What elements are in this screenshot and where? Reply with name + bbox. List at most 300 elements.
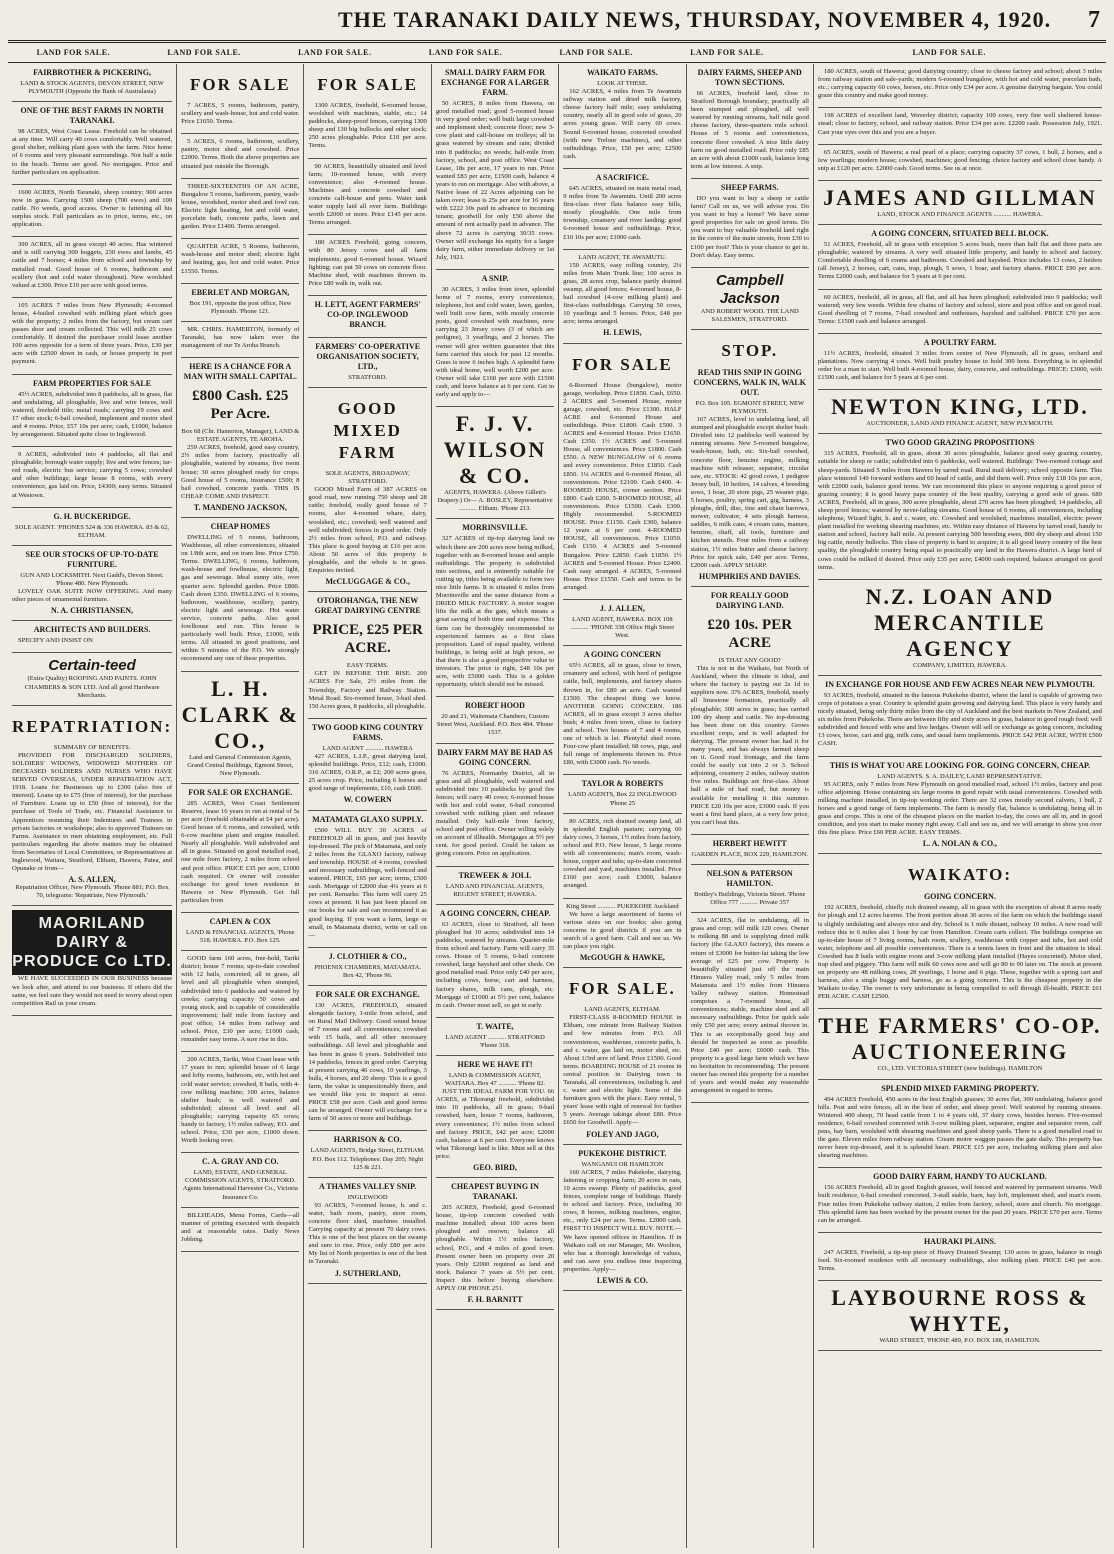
classified-ad	[308, 338, 426, 388]
ad-bighead: STOP.	[721, 340, 779, 360]
ad-body: 247 ACRES, Freehold, a tip-top piece of Heavy Drained Swamp; 130 acres in grass, balance in rough feed. Six-roomed residence with all necessary outbuildings, also milking plant. PRICE £40 per acre. Terms.	[817, 1248, 1102, 1272]
classified-ad	[818, 676, 1102, 757]
ad-body: FIRST-CLASS 8-ROOMED HOUSE in Eltham, one minute from Railway Station and few minutes from P.O. All conveniences, washhouse, concrete paths, h. and c. water, gas laid on, motor shed, etc. About 1/3rd acre of land. Price £1500. Good terms. BOARDING HOUSE of 21 rooms in central position in Dairying town in Taranaki, all conveniences, including h. and c. water and electric light. Some of the furniture goes with the place. Easy rental, 5 years' lease with right of renewal for further 5 years. Average takings about £80. Price £650 for Goodwill. Apply—	[563, 1014, 682, 1127]
classified-ad	[818, 757, 1102, 855]
ad-body: QUARTER ACRE, 5 Rooms, bathroom, wash-house and motor shed; electric light and heating, gas, hot and cold water. Price £1550. Terms.	[181, 243, 300, 275]
ad-sig: GEO. BIRD,	[473, 1163, 517, 1172]
classified-ad	[12, 906, 172, 1015]
ad-body: 63 ACRES, close to Stratford, all been ploughed but 10 acres; subdivided into 14 paddocks, watered by streams. Quarter-mile from school and factory. Farm will carry 35 cows. House of 5 rooms, 6-bail concrete cowshed, large hayshed and other sheds. On good metalled road. Price only £40 per acre, including cows, horse, cart and harness, factory shares, milk cans, plough, etc. Mortgage of £1000 at 5½ per cent, balance in cash. Owner must sell, so get in early.	[435, 920, 555, 1009]
column-1	[8, 64, 177, 1548]
ad-body: 98 ACRES, West Coast Lease. Freehold can be obtained at any time. Will carry 40 cows comfortably. Well watered, good shelter, milking plant goes with the farm. Nice home of 6 rooms and very pleasant surroundings. Not half a mile to the beach. Terms are good. No mortgages. Price and further particulars on application.	[12, 128, 173, 176]
classified-ad	[308, 1178, 426, 1284]
classified-ad	[563, 600, 681, 646]
classified-ad	[308, 159, 426, 236]
classified-ad	[818, 290, 1102, 334]
ad-body: 259 ACRES, freehold, good easy country, 2½ miles from factory, practically all ploughable, watered by streams, five room house; 30 acres ploughed ready for crops. Good house of 5 rooms, insurance £500; 8 bail cowshed, concrete yards. THIS IS CHEAP. COME AND INSPECT.	[181, 444, 300, 500]
classified-ad	[818, 434, 1102, 579]
classified-ad	[563, 64, 681, 169]
ad-body: 45½ ACRES, subdivided into 8 paddocks, all in grass, flat and undulating, all ploughable, live and wire fences, well watered, freehold title; metal roads; carrying 19 cows and 17 other stock; 6-bail cowshed, implement and motor shed and 4 rooms. Price, £57 10s per acre; cash, £1000, balance by arrangement. Situated quite close to Inglewood.	[12, 390, 173, 438]
ad-body: 198 ACRES of excellent land, Waverley district; capacity 100 cows, very fine well sheltered house-stead; close to factory, school, and railway station. Price £34 per acre. £2200 cash. Possession July, 1921. Cast your eyes over this and you are a buyer.	[817, 112, 1102, 136]
ad-head: H. LETT, AGENT FARMERS' CO-OP. INGLEWOOD BRANCH.	[314, 299, 421, 329]
ad-sig: H. LEWIS,	[603, 328, 642, 338]
ad-body: 494 ACRES Freehold, 450 acres in the best English grasses; 30 acres flat, 300 undulating, balance good hills. Post and wire fences, all in the best of order, and sheep proof. Well watered by running streams. Wintered 400 sheep, 70 head cattle from 1 to 4 years old, 37 dairy cows, besides horses. Five-roomed residence, 6-bail cowshed concreted with 3-cow milking plant, separator, engine and separator room, calf pens, hay barn, woolshed with shearing machines and good sheep yards. There is a good metalled road to the gate. Eleven miles from railway station. Cream motor waggon passes the gate daily. This property has never been top-dressed, and it is splendid heart. PRICE £15 per acre, including milking plant and also shearing machines.	[817, 1095, 1102, 1160]
ad-body: DO you want to buy a sheep or cattle farm? Call on us, we will advise you. Do you want to buy a home? We have some good properties for sale on good terms. Do you want to buy valuable freehold land right in the centre of the main streets, from £30 to £100 per foot? This is your chance to get in. Don't delay. Easy terms.	[690, 194, 809, 259]
column-6	[687, 64, 814, 1548]
ad-body: 65½ ACRES, all in grass, close to town, creamery and school, with herd of pedigree cattle, bull, implements, and factory shares thrown in, for £80 an acre. Cash wanted £1500. The cheapest thing we know. ANOTHER GOING CONCERN. 186 ACRES, all in grass except 3 acres shelter bush; 4 miles from town, close to factory and school. Two houses of 7 and 4 rooms, one of which is let. Plentyful shed room. Four-cow plant installed; 68 cows, pigs, and full range of implements thrown in. Price £80, with £3000 cash. No weeds.	[563, 662, 682, 767]
column-2	[177, 64, 304, 1548]
ad-head: SMALL DAIRY FARM FOR EXCHANGE FOR A LARGER FARM.	[440, 68, 550, 97]
ad-body: 180 ACRES Freehold, going concern, with 80 Jersey cows and all farm implements; good 6-roomed house. Wizard lighting; can put 50 cows on concrete floor. Machine shed, with machines thrown in. Price £80 walk in, walk out.	[308, 239, 427, 287]
columns	[8, 64, 1106, 1548]
ad-head: T. WAITE,	[476, 1021, 514, 1031]
classified-ad	[436, 64, 554, 270]
ad-head: HERE WE HAVE IT!	[457, 1059, 533, 1069]
ad-sig: J. SUTHERLAND,	[334, 1268, 401, 1278]
ad-body: 9 ACRES, subdivided into 4 paddocks, all flat and ploughable; borough water supply; live and wire fences; tar-red roads, electric bus service; carrying 5 cows; cowshed and other buildings; large house 8 rooms, with every convenience, gas laid on. Price, £4300; easy terms. Situated at Westown.	[12, 451, 173, 499]
ad-sig: N. A. CHRISTIANSEN,	[51, 606, 134, 616]
ad-price: PRICE, £25 PER ACRE.	[312, 622, 423, 657]
classified-ad	[818, 334, 1102, 390]
ad-head: TREWEEK & JOLL	[458, 870, 532, 880]
section-head: LAND FOR SALE.	[559, 48, 633, 57]
classified-ad	[12, 447, 172, 508]
ad-head: J. CLOTHIER & CO.,	[328, 951, 407, 961]
ad-paid: MAORILAND DAIRY & PRODUCE Co LTD.	[12, 910, 172, 975]
ad-sub: WARD STREET, 'PHONE 489, P.O. BOX 188, HAMILTON.	[879, 1337, 1041, 1345]
ad-sig: LEWIS & CO.	[596, 1275, 648, 1285]
ad-sub: LAND AGENT, HAWERA. BOX 108 ........... 'PHONE 338 Office High Street West.	[570, 615, 674, 640]
ad-body: MR. CHRIS. HAMERTON, formerly of Taranaki, has now taken over the management of our Te Aroha Branch.	[181, 325, 300, 349]
ad-head: MATAMATA GLAXO SUPPLY.	[312, 814, 424, 824]
ad-sub: COMPANY, LIMITED, HAWERA.	[912, 661, 1007, 669]
ad-sub: LOOK AT THESE.	[597, 80, 648, 87]
ad-sub: LAND AGENTS. S. A. DAILEY, LAND REPRESENTATIVE.	[877, 772, 1043, 780]
ad-body: BILLHEADS, Menu Forms, Cards—all manner of printing executed with despatch and at reasonable rates. Daily News Jobbing.	[181, 1211, 300, 1243]
classified-ad	[181, 1052, 299, 1153]
ad-body: 162 ACRES, 4 miles from Te Awamutu railway station and dried milk factory, cheese factory half mile; easy undulating country, nearly all in good sole of grass, 20 acres young grass. Will carry 60 cows. Sound 6-roomed house, concreted cowshed (with new Trelour machines), and other outbuildings. Price, £50 per acre; £2500 cash.	[563, 88, 682, 160]
ad-head: C. A. GRAY AND CO.	[202, 1157, 279, 1167]
ad-body: 645 ACRES, situated on main metal road, 9 miles from Te Awamutu. Until 200 acres first-class river flats balance easy hills, mostly ploughable. One mile from township, creamery and river landing; good 6-roomed house and outbuildings. Price, £10 10s per acre; £1000 cash.	[563, 184, 682, 241]
classified-ad	[563, 250, 681, 344]
classified-ad	[308, 986, 426, 1131]
classified-ad	[181, 358, 299, 518]
ad-body: JUST THE IDEAL FARM FOR YOU. 66 ACRES, at Tikorangi freehold, subdivided into 10 paddocks, all in grass; 9-bail cowshed, barn, house 7 rooms, bathroom, every convenience; 1½ miles from school and factory. PRICE, £42 per acre; £2000 cash, balance at 6 per cent. Everyone knows what Tikorangi land is like. Must sell at this price.	[435, 1088, 555, 1160]
ad-body: 51 ACRES, Freehold, all in grass with exception 5 acres bush, more than half flat and three parts are ploughable; watered by streams. A very well situated little property, and handy to school and factory. Comfortable dwelling of 6 rooms and bathroom. Cowshed and hayshed. Price includes 13 cows, 2 heifers (all Jersey), 2 horses, cart, cans, trap, plough, 5 sows, 1 boar, and factory shares. PRICE £90 per acre. Terms £2000 cash, and balance for 5 years at 6 per cent.	[817, 241, 1102, 281]
ad-head: A POULTRY FARM.	[923, 337, 997, 347]
ad-sub: GARDEN PLACE, BOX 229, HAMILTON.	[691, 850, 808, 858]
classified-ad	[818, 390, 1102, 434]
ad-body: 76 ACRES, Normanby District, all in grass and all ploughable, well watered and subdivided into 10 paddocks by good fire fences; will carry 40 cows; 6-roomed house with hot and cold water, 6-bail concreted cowshed with milking plant and releaser installed. Only half-mile from factory, school and post office. Owner willing solely on account of illhealth. Mortgages at 5½ per cent. for good period. Could be taken as going concern. Price on application.	[435, 769, 555, 858]
section-head: LAND FOR SALE.	[36, 48, 111, 57]
section-head: LAND FOR SALE.	[690, 48, 764, 57]
ad-head: SPLENDID MIXED FARMING PROPERTY.	[881, 1083, 1039, 1093]
ad-head: IN EXCHANGE FOR HOUSE AND FEW ACRES NEAR NEW PLYMOUTH.	[825, 679, 1095, 689]
ad-head: A THAMES VALLEY SNIP.	[319, 1181, 417, 1191]
ad-head: FARMERS' CO-OPERATIVE ORGANISATION SOCIETY, LTD.,	[315, 341, 421, 371]
classified-ad	[436, 697, 554, 743]
ad-body: 30 ACRES, 3 miles from town, splendid home of 7 rooms, every convenience, telephone, hot and cold water, lawn, garden, well built cow farm, with mostly concrete posts, good cowshed with machines, now carrying 23 Jersey cows (3 of which are pedigree), 3 yearlings, and 2 horses. The owner will give written guarantee that this farm carried this stock for past 12 months. Grass is now 6 inches high. A splendid farm with ideal home, well worth £200 per acre. Owner will take £160 per acre with £1500 cash, and leave balance at 6 per cent. Get in early and apply to—	[435, 285, 555, 399]
ad-sub: EASY TERMS.	[346, 662, 389, 670]
ad-head: READ THIS SNIP IN GOING CONCERNS, WALK IN, WALK OUT.	[693, 367, 806, 397]
ad-sub: LAND AGENTS, Bridge Street, ELTHAM. P.O. Box 112. Telephones: Day 205; Night 125 & 221.	[310, 1147, 425, 1171]
ad-boldlogo: F. J. V. WILSON & CO.	[443, 411, 547, 489]
section-heads	[8, 44, 1106, 63]
classified-ad	[12, 102, 172, 185]
classified-ad	[181, 284, 299, 322]
ad-body: 6-Roomed House (bungalow), motor garage, workshop. Price £1850. Cash, £650. 2 ACRES and 5-roomed House, motor garage, cowshed, etc. Price £1300. HALF ACRE and 6-roomed House and outbuildings. Price £1800. Cash £500. 3 ACRES and 4-roomed House. Price £1650. Cash £350. 1½ ACRES and 5-roomed House, all conveniences. Price £1800. Cash £550. A NEW BUNGALOW of 6 rooms and every convenience. Price £1850. Cash £850. 1¼ ACRES and 6-roomed House, all conveniences. Price £2100. Cash £400. 4-ROOMED HOUSE, corner section. Price £800. Cash £200. 5-ROOMED HOUSE, all conveniences. Price £1500. Cash £300. Highly recommended. 5-ROOMED HOUSE. Price £1150. Cash £300, balance 12 years at 6 per cent. 4-ROOMED HOUSE, all conveniences. Price £1050. Cash £150. 4 ACRES and 5-roomed Bungalow. Price £2850. Cash £1850. 1½ ACRES and 5-roomed House. Price £2400. Cash easy arranged. 4 ACRES, 5-roomed House. Price £1550. Cash and terms to be arranged.	[563, 381, 682, 591]
ad-body: 150 ACRES, easy rolling country, 2¼ miles from Main Trunk line; 100 acres in grass, 28 acres crop, balance partly drained swamp, all good fences; 4-roomed house, 8-bail cowshed (4-cow milking plant) and first-class outbuildings. Carrying 50 cows, 10 yearlings and 5 horses. Price, £48 per acre; terms arranged.	[563, 261, 682, 326]
ad-sub: PHOENIX CHAMBERS, MATAMATA. Box 42, 'Phone 96.	[314, 963, 421, 979]
classified-ad	[818, 181, 1102, 225]
column-7	[814, 64, 1106, 1548]
ad-body: GET IN BEFORE THE RISE. 200 ACRES For Sale, 2½ miles from the Township, Factory and Railway Station. Metal Road. Six-roomed house, 3-bail shed. 150 Acres grass, 8 paddocks, all ploughable.	[308, 670, 427, 710]
classified-ad	[818, 1168, 1102, 1232]
classified-ad	[12, 653, 172, 705]
ad-body: 95 ACRES, only 7 miles from New Plymouth on good metalled road, school 1½ miles, factory and post office adjoining. House containing six large rooms in good repair with usual conveniences. Cowshed with milking machine installed, in tip-top working order. There are 32 cows mostly second calvers, 1 bull, 2 horses and a good range of farm implements. The farm is mostly flat, balance is undulating, being all in grass and crops. This is one of the cheapest places on the market to-day, the cows are all in, and in good condition, and you start to make money right away. Call and see us, and we will arrange to show you over this fine place. Price £60 PER ACRE. EASY TERMS.	[817, 780, 1102, 837]
ad-body: 200 ACRES, Tariki, West Coast lease with 17 years to run; splendid house of 6 large and lofty rooms, bathroom, etc, with hot and cold water service; cowshed, 8 bails, with 4-cow milking machine; 100 acres, balance shelter bush; is well watered and subdivided; almost all level and all ploughable; carrying capacity 65 cows; handy to factory, 1½ miles railway, P.O. and school. Price, £30 per acre, £1000 down. Worth looking over.	[181, 1056, 300, 1145]
classified-ad	[12, 237, 172, 298]
ad-body: £500 WILL BUY 30 ACRES of FREEHOLD all in grass, and just heavily top-dressed. The pick of Matamata, and only 2 miles from the GLAXO factory, railway and township. HOUSE of 4 rooms, cowshed and necessary outbuildings, well-fenced and watered. PRICE, £65 per acre; terms, £500 cash. Mortgage of £2000 due 4¼ years at 6 per cent. Remarks: This farm will carry 25 cows at present. It has just been placed on our books for sale and can recommend it as good buying. If you want a farm, large or small, in Matamata district, write or call on—	[308, 826, 427, 939]
classified-ad	[691, 913, 809, 1103]
ad-sub: LAND AGENT ........... HAWERA	[322, 744, 413, 752]
ad-boldlogo: THE FARMERS' CO-OP. AUCTIONEERING	[818, 1013, 1102, 1065]
section-head: LAND FOR SALE.	[167, 48, 241, 57]
ad-sub: LAND, STOCK AND FINANCE AGENTS ........... HAWERA.	[877, 210, 1043, 218]
classified-ad	[181, 784, 299, 913]
ad-sig: F. H. BARNITT	[467, 1295, 523, 1305]
ad-sig: McCLUGGAGE & CO.,	[325, 577, 410, 587]
classified-ad	[436, 905, 554, 1018]
ad-body: 390 ACRES, all in grass except 40 acres. Has wintered and is still carrying 300 hoggets, 230 ewes and lambs, 45 cattle and 7 horses; 4 miles from school and township by metalled road. Good house of 6 rooms, bathroom and scullery (hot and cold water throughout). New woolshed valued at £300. Price £10 per acre with good terms.	[12, 241, 173, 289]
ad-bighead: WAIKATO:	[907, 865, 1013, 885]
classified-ad	[436, 407, 554, 519]
ad-sub: LAND AGENTS, ELTHAM.	[584, 1006, 661, 1014]
ad-bighead: FOR SALE.	[568, 979, 676, 999]
classified-ad	[818, 580, 1102, 676]
ad-head: FOR REALLY GOOD DAIRYING LAND.	[710, 590, 789, 610]
classified-ad	[563, 899, 681, 969]
ad-sub: LAND AGENT, TE AWAMUTU.	[578, 253, 667, 261]
classified-ad	[818, 1080, 1102, 1169]
ad-head: MORRINSVILLE.	[462, 523, 528, 533]
ad-head: GOOD DAIRY FARM, HANDY TO AUCKLAND.	[873, 1172, 1047, 1182]
ad-body: 315 ACRES, Freehold, all in grass, about 30 acres ploughable, balance good easy grazing country, suitable for sheep or cattle; subdivided into 6 paddocks, well watered. Buildings: Two-roomed cottage and sheep-yards. Situated 5 miles from Hawera by tarred road. Rural mail delivery; school opposite farm. This place wintered 140 forward wethers and 60 head of cattle, and did them well. Price only £18 10s per acre, with £2000 cash, balance good terms. We can recommend this place to anyone requiring a good piece of grazing country; it is good heavy papa country of the best quality, carrying a good sole of grass. 689 ACRES, Freehold, all in grass, 300 acres ploughable, about 270 acres has been ploughed; 14 paddocks, all sheep proof fences; watered by never-failing streams. Good house of 6 rooms, all conveniences, including telephone, Wizard light, h. and c. water, etc. Cowshed and woolshed, machines installed, electric power plant installed for working shearing machines, etc. Within easy distance of Hawera by tarred road, handy to station and school, factory half mile. At present carrying 500 breeding ewes, 800 dry sheep and about 150 big cattle, mostly bullocks. This class of property is hard to acquire; it is all good heavy country of the best quality, the ploughable country being equal to practically any land in the Hawera district. A large herd of cows could be milked if desired. Price only £35 per acre; £4000 cash required, balance arranged on good terms.	[817, 450, 1102, 571]
masthead	[8, 0, 1106, 43]
classified-ad	[12, 185, 172, 237]
classified-ad	[308, 1131, 426, 1177]
classified-ad	[181, 64, 299, 134]
ad-sub: Box 68 (Chr. Hamerton, Manager), LAND & ESTATE AGENTS, TE AROHA.	[181, 428, 300, 444]
classified-ad	[436, 270, 554, 407]
classified-ad	[308, 719, 426, 811]
ad-body: 130 ACRES, FREEHOLD, situated alongside factory, 1-mile from school, and on Rural Mail Delivery. Good sound house of 7 rooms and all conveniences; cowshed with 15 bails, and all other necessary outbuildings. All level and ploughable and has been in grass 6 years. Subdivided into 14 paddocks, fences in good order. Carrying at present carrying 46 cows, 10 yearlings, 3 bulls, 4 horses, and 20 sheep. This is a good farm, the value is unquestionably there, and we would like you to inspect at once. PRICE £58 per acre. Cash and good terms can be arranged. Owner will exchange for a farm of 50 acres or more and buildings.	[308, 1002, 427, 1123]
ad-body: LOVELY OAK SUITE NOW OFFERING. And many other pieces of ornamental furniture.	[12, 588, 173, 604]
ad-body: 205 ACRES, Freehold, good 6-roomed house, tip-top concrete cowshed with machine installed; about 100 acres been ploughed and resown; balance all ploughable. Within 1½ miles factory, school, P.O., and 4 miles of good town. Present owner been on property over 20 years. Only £2000 required as land and stock. Balance 7 years at 5½ per cent. Inspect this before buying elsewhere. APPLY OR PHONE 251.	[435, 1204, 555, 1293]
ad-bighead: FOR SALE	[190, 75, 291, 94]
ad-sub: LAND, ESTATE, AND GENERAL COMMISSION AGENTS, STRATFORD. Agents International Harvester Co., Victoria Insurance Co.	[182, 1169, 298, 1201]
ad-head: A GOING CONCERN, CHEAP.	[439, 908, 551, 918]
ad-head: J. J. ALLEN,	[599, 603, 645, 613]
classified-ad	[181, 951, 299, 1052]
ad-body: 5 ACRES, 6 rooms, bathroom, scullery, pantry, motor shed and cowshed. Price £2000. Terms. Both the above properties are situated just outside the Borough.	[181, 138, 300, 170]
ad-sub: LAND AGENT ........... STRATFORD 'Phone 318.	[445, 1033, 545, 1049]
ad-head: ARCHITECTS AND BUILDERS.	[33, 625, 151, 635]
classified-ad	[181, 913, 299, 951]
ad-head: A GOING CONCERN	[583, 650, 662, 660]
ad-head: FOR SALE OR EXCHANGE.	[315, 990, 420, 999]
ad-head: TAYLOR & ROBERTS	[581, 779, 664, 789]
section-head: LAND FOR SALE.	[428, 48, 503, 57]
ad-boldlogo: L. H. CLARK & CO.,	[181, 675, 299, 753]
ad-sub: SOLE AGENT. 'PHONES 524 & 336 HAWERA. 83 & 62, ELTHAM.	[15, 523, 170, 539]
classified-ad	[181, 1153, 299, 1207]
column-3	[304, 64, 431, 1548]
ad-sub: LAND AGENTS, Box 22 INGLEWOOD 'Phone 25	[568, 791, 677, 807]
ad-head: CAPLEN & COX	[209, 917, 271, 926]
classified-ad	[181, 134, 299, 178]
ad-sub: GUN AND LOCKSMITH. Next Gadd's, Devon Street. 'Phone 480. New Plymouth.	[20, 571, 164, 587]
ad-body: THREE-SIXTEENTHS OF AN ACRE, Bungalow 5 rooms, bathroom, pantry, wash-house, woodshed, motor shed and fowl run. Electric light heating, hot and cold water, porcelain bath, concrete paths, lawn and garden. Price £1400. Terms arranged.	[181, 182, 300, 231]
ad-sig: McGOUGH & HAWKE,	[579, 953, 665, 963]
ad-body: 90 ACRES, beautifully situated and level farm; 10-roomed house, with every convenience; also 4-roomed house. Machines and concrete cowshed and concrete calf-house and pens. Water tank water supply laid all over farm. Buildings worth £2000 or more. Price £145 per acre. Terms arranged.	[308, 162, 427, 227]
classified-ad	[563, 169, 681, 250]
classified-ad	[436, 744, 554, 867]
classified-ad	[563, 775, 681, 813]
ad-head: HERBERT HEWITT	[712, 838, 787, 848]
ad-sub: SOLE AGENTS, BROADWAY, STRATFORD.	[325, 469, 410, 486]
section-head: LAND FOR SALE.	[912, 48, 986, 57]
ad-body: We have a large assortment of farms of various sizes on our books; also going concerns in good districts if you are in search of a good farm. Call and see us. We can place you right.	[563, 910, 682, 950]
ad-sub: SUMMARY OF BENEFITS.	[53, 743, 131, 751]
ad-body: 160 ACRES, 7 miles Pukekohe, dairying, fattening or cropping farm; 20 acres in oats, 10 acres swamp. Plenty of paddocks, good fences, complete range of buildings. Handy to school and factory. Price, including 30 cows, 8 horses, milking machines, engine, etc., only £24 per acre. Terms. £2000 cash. FIRST TO INSPECT WILL BUY. NOTE.—We have opened offices in Hamilton. If in Waikato call on our Manager, Mr. Woolton, who has a thorough knowledge of values, and can save you endless time inspecting properties. Apply—	[563, 1168, 682, 1273]
ad-sig: FOLEY AND JAGO,	[586, 1129, 659, 1139]
ad-body: 327 ACRES of tip-top dairying land on which there are 200 acres now being milked, together with an 8-roomed house and ample outbuildings. The property is subdivided into sections, and is eminently suitable for cutting up, titles being available to form two nice little farms. It is situated 6 miles from Morrinsville and the same distance from a DRIED MILK FACTORY. A motor wagon lifts the milk at the gate, which means a great saving of both time and expense. This farm can be thoroughly recommended to experienced farmers as a first class proposition. Land of equal quality, without buildings, is being sold at high prices, so that there is also a good prospective value to investors. The price is right, £48 10s per acre, with £5000 cash. This is a golden opportunity, which should not be missed.	[435, 535, 555, 689]
ad-body: PROVIDED FOR DISCHARGED SOLDIERS, SOLDIERS' WIDOWS, WIDOWED MOTHERS OF DECEASED SOLDIERS AND NURSES WHO HAVE SERVED OVERSEAS, UNDER REPATRIATION ACT, 1918. Loans for Businesses up to £300 (also free of interest). Loans up to £75 (free of interest), for the purchase of Furniture. Loans up to £50 (free of interest), for the purchase of Tools of Trade, etc. Financial Assistance to Apprentices resuming their Indentures and Trainees in private factories or workshops; also to approved Trainees on Farms. Assistance to men obtaining employment, etc. Full particulars regarding the above matters may be obtained from Secretaries of Local Committees, or Representatives at Inglewood, Waitara, Stratford, Eltham, Hawera, Patea, and Opunake or from—	[12, 751, 173, 873]
ad-sub: INGLEWOOD	[347, 1193, 388, 1201]
ad-body: 156 ACRES Freehold, all in good English grasses, well fenced and watered by permanent streams. Well built residence, 6-bail cowshed concreted, 3-stall stable, barn, hay loft, implement shed, and man's room. Four miles from Pukekohe railway station, 2 miles from factory, school, store and church. No mortgage. This splendid farm has been worked by the present owner for the past 20 years. PRICE £70 per acre. Terms can be arranged.	[817, 1184, 1102, 1224]
ad-sub: P.O. Box 105. EGMONT STREET, NEW PLYMOUTH.	[695, 399, 805, 415]
ad-body: 93 ACRES, 7-roomed house, h. and c. water, bath room, pantry, store room, concrete floor shed, machines installed. Carrying capacity at present 70 dairy cows. This is one of the best places on the swamp and sure to rise. Price, only £80 per acre. My list of North properties is one of the best in Taranaki.	[308, 1201, 427, 1266]
ad-head: FARM PROPERTIES FOR SALE	[33, 378, 152, 388]
ad-head: THIS IS WHAT YOU ARE LOOKING FOR. GOING CONCERN, CHEAP.	[829, 760, 1091, 770]
classified-ad	[818, 225, 1102, 289]
classified-ad	[308, 948, 426, 986]
ad-body: 7 ACRES, 5 rooms, bathroom, pantry, scullery and wash-house, hot and cold water. Price £1650. Terms.	[181, 102, 300, 126]
classified-ad	[308, 64, 426, 159]
classified-ad	[818, 108, 1102, 144]
ad-sub: AND ROBERT WOOD. THE LAND SALESMEN, STRATFORD.	[700, 307, 799, 323]
ad-head: CHEAPEST BUYING IN TARANAKI.	[451, 1182, 539, 1202]
ad-body: GOOD farm 160 acres, free-hold, Tariki district; house 7 rooms; up-to-date cowshed with 12 bails, concreted; all in grass, all level and all ploughable when stumped, subdivided into 6 paddocks and watered by creeks; carrying capacity 50 cows and young stock, and is capable of considerable improvement; half mile from factory and post office, 14 miles from railway and school. Price, £30 per acre; £1000 cash, remainder easy terms. A sure rise in this.	[181, 955, 300, 1044]
classified-ad	[12, 546, 172, 621]
ad-sub: AGENTS, HAWERA. (Above Gillett's Drapery.) Or— A. BOSLEY, Representative ........... Eltham. 'Phone 213.	[437, 489, 553, 513]
ad-head: GOING CONCERN.	[923, 892, 996, 902]
classified-ad	[691, 330, 809, 587]
ad-sub2: Repatriation Officer, New Plymouth. 'Phone 881; P.O. Box 70, telegrams: 'Repatriate, New Plymouth.'	[15, 884, 169, 900]
classified-ad	[563, 344, 681, 600]
classified-ad	[691, 587, 809, 835]
classified-ad	[308, 388, 426, 592]
ad-bighead: GOOD MIXED FARM	[333, 398, 402, 462]
ad-sig: A. S. ALLEN,	[68, 875, 116, 885]
ad-body: SPECIFY AND INSIST ON	[18, 637, 93, 645]
ad-sig: T. MANDENO JACKSON,	[193, 502, 287, 512]
ad-head: TWO GOOD GRAZING PROPOSITIONS	[885, 438, 1035, 448]
classified-ad	[691, 64, 809, 179]
classified-ad	[12, 508, 172, 546]
ad-head: NELSON & PATERSON HAMILTON.	[706, 869, 793, 888]
ad-body: 66 ACRES, freehold land, close to Stratford Borough boundary, practically all been stumped and ploughed, all well watered by running streams, half mile good cheese factory, three-quarters mile school. House of 5 rooms and conveniences, concrete floor cowshed. A nice little dairy farm on good metalled road. Price only £85 an acre with about £1000 cash, balance long term at low interest. A snip.	[690, 90, 809, 170]
page-number: 7	[1088, 6, 1100, 33]
classified-ad	[436, 1018, 554, 1056]
classified-ad	[181, 518, 299, 672]
ad-sub: STRATFORD.	[348, 373, 388, 381]
classified-ad	[308, 811, 426, 948]
classified-ad	[181, 1208, 299, 1252]
ad-body: 105 ACRES 7 miles from New Plymouth; 4-roomed house, 4-bailed cowshed with milking plant which goes with the property; 2 miles from the factory, but cream cart passes door and cream collected. This will milk 25 cows comfortably. If desired the purchaser could lease another 100 acres opposite for a term of three years. Price, £30 per acre with £2500 down in cash, or house property in port payment.	[12, 301, 173, 366]
ad-boldlogo: NEWTON KING, LTD.	[831, 394, 1089, 420]
classified-ad	[12, 298, 172, 375]
ad-sig: W. COWERN	[343, 795, 392, 805]
ad-head: SEE OUR STOCKS OF UP-TO-DATE FURNITURE.	[25, 549, 159, 569]
classified-ad	[818, 145, 1102, 181]
classified-ad	[818, 854, 1102, 1009]
ad-boldlogo: LAYBOURNE ROSS & WHYTE,	[831, 1285, 1089, 1337]
classified-ad	[181, 672, 299, 784]
column-5	[559, 64, 686, 1548]
ad-head: A SNIP.	[481, 273, 509, 283]
ad-sub: (Extra Quality) ROOFING AND PAINTS. JOHN CHAMBERS & SON LTD. And all good Hardware Merchants.	[24, 675, 160, 699]
ad-body: 80 ACRES, rich drained swamp land, all in splendid English pasture; carrying 60 dairy cows, 3 horses, 1½ miles from factory, school and P.O. New house, 5 large rooms with all conveniences; man's room, wash-house, copper and tubs; up-to-date concreted cowshed and yard, machines installed. Price £160 per acre; cash £3000, balance arranged.	[563, 817, 682, 890]
ad-head: DAIRY FARM MAY BE HAD AS GOING CONCERN.	[437, 747, 553, 767]
classified-ad	[436, 1178, 554, 1310]
ad-sig: HUMPHRIES AND DAVIES.	[699, 571, 801, 581]
ad-body: 167 ACRES, level to undulating land, all stumped and ploughable except shelter bush. Divided into 12 paddocks well watered by running streams. New 5-roomed bungalow, wash-house, bath, etc. Six-bail cowshed, concrete floor, benzine engine, milking machine with releaser, separator, circular saw, etc. STOCK: 42 good cows, 1 pedigree Jersey bull, 10 heifers, 14 calves, 4 breeding sows, 1 boar, 20 store pigs, 25 weaner pigs, 5 horses, poultry, spring cart, gig, harness, 3 ploughs, drill, disc, tine and chain harrows, mower, cultivator, 4 sets plough harness, saddles, 6 milk cans, 4 cream cans, manure, benzine, chaff, all tools, furniture and kitchen utensils. Four miles from a railway station, 1½ miles butter and cheese factory. Price for quick sale, £40 per acre. Terms, £2000 cash. APPLY SHARP.	[690, 416, 809, 569]
ad-sub: Box 191, opposite the post office, New Plymouth. 'Phone 121.	[189, 299, 292, 315]
ad-body: 93 ACRES, freehold, situated in the famous Pukekohe district, where the land is capable of growing two crops of potatoes a year. Country is splendid grain growing and dairying land. This place is very handy and nicely situated, being only thirty miles from the city of Auckland and the best markets in New Zealand, and six miles from Pukekohe. There are between fifty and sixty acres in grass, balance in good rough feed; well subdivided and fenced with wire and live hedges. Owner will sell or exchange as going concern, including 13 cows, horse, cart and gig, milk cans, and usual farm implements. PRICE £42 PER ACRE, WITH £500 CASH.	[817, 691, 1102, 748]
classified-ad	[818, 1009, 1102, 1079]
newspaper-title: THE TARANAKI DAILY NEWS, THURSDAY, NOVEMBER 4, 1920.	[338, 7, 1052, 32]
ad-body: GOOD Mixed Farm of 387 ACRES on good road, now running 750 sheep and 28 cattle; freehold, really good house of 7 rooms, also 4-roomed whare, dairy, woolshed, etc.; cowshed; well watered and well subdivided; fences in good order. Only 2½ miles from school, P.O. and railway. This place is good buying at £16 per acre. About 50 acres of this property is ploughable, and the whole is in grass. Enquiries invited.	[308, 486, 427, 575]
classified-ad	[691, 835, 809, 865]
ad-head: WAIKATO FARMS.	[587, 68, 658, 77]
ad-head: DAIRY FARMS, SHEEP AND TOWN SECTIONS.	[697, 68, 802, 87]
classified-ad	[12, 621, 172, 653]
ad-body: 1600 ACRES, North Taranaki, sheep country; 900 acres now in grass. Carrying 1500 sheep (700 ewes) and 100 cattle. No weeds, good access. Owner is fattening all his surplus stock. Full particulars as to price, terms, etc., on application.	[12, 188, 173, 229]
ad-body: 285 ACRES, West Coast Settlement Reserve, lease 16 years to run at rental of 5s per acre (freehold obtainable at £4 per acre). Good house of 6 rooms, and cowshed, with 6-cow machine plant and engine installed. Nearly all ploughable. Well subdivided and all in grass. Situated on good metalled road, one mile from factory, 2 miles from school and post office. PRICE £35 per acre, £1000 cash required. Or owner will consider exchange for good town residence in Hawera or New Plymouth. Get full particulars from	[181, 799, 300, 904]
ad-logo: Campbell Jackson	[715, 271, 784, 307]
ad-body: 1300 ACRES, freehold, 6-roomed house, woolshed with machines, stable, etc.; 14 paddocks, sheep-proof fences, carrying 1300 sheep and 130 big bullocks and other stock; 250 acres ploughable. Price £10 per acre. Terms.	[308, 102, 427, 150]
ad-head: HARRISON & CO.	[333, 1135, 402, 1145]
ad-sig: L. A. NOLAN & CO.,	[922, 839, 998, 849]
classified-ad	[563, 814, 681, 899]
classified-ad	[436, 1056, 554, 1178]
ad-boldlogo: JAMES AND GILLMAN	[823, 184, 1097, 210]
ad-body: DWELLING of 5 rooms, bathroom, Washhouse, all other conveniences, situated on 1/8th acre, and on tram line. Price £750. Terms. DWELLING, 6 rooms, bathroom, wash-house and fowlhouse, electric light, gas and sewerage. Ideal sunny site, over quarter acre. Splendid garden. Price £800. Cash down £350. DWELLING of 6 rooms, bathroom, washhouse, scullery, pantry, electric light and sewerage. Hot water service, concrete paths. Also good fowlhouse and run. This house is particularly well built. Price, £1000, with terms. All situated in good positions, and within 5 minutes of the P.O. We strongly recommend any one of these properties.	[181, 534, 300, 663]
ad-sub: IS THAT ANY GOOD?	[718, 656, 781, 664]
classified-ad	[563, 1145, 681, 1291]
classified-ad	[436, 519, 554, 697]
ad-price: £800 Cash. £25 Per Acre.	[192, 388, 289, 423]
ad-head: FOR SALE OR EXCHANGE.	[188, 787, 293, 797]
ad-logo: Certain-teed	[48, 657, 136, 675]
ad-body: 11½ ACRES, freehold, situated 3 miles from centre of New Plymouth, all in grass, orchard and plantations. Now carrying 4 cows. Well built poultry house to hold 300 hens. Everything is in splendid order for a man to start. Well built 4-roomed house, dairy, concrete, and outbuildings. PRICE: £3000, with £1500 cash, and balance for 5 years at 6 per cent.	[817, 349, 1102, 382]
ad-body: 427 ACRES, L.I.P., great dairying land, splendid buildings. Price, £12; cash, £1000. 316 ACRES, O.R.P., at £2; 200 acres grass, 25 acres crop. Price, including 6 horses and good range of implements, £10, cash £600.	[308, 752, 427, 793]
ad-body: 50 ACRES, 8 miles from Hawera, on good metalled road; good 5-roomed house in very good order; well built large cowshed and implement shed; concrete floor; new 3-cow plant and calf-house on trolleys; all in grass watered by stream and rain; divided into 8 paddocks; no weeds; half-mile from factory, school, and post office. West Coast Lease, 18s per acre, 17 years to run. Price wanted £83 per acre, £1500 cash, balance 4 years to run on mortgage. Also with above, a Native lease of 22 Acres adjoining can be taken over; lease is 25s per acre for 16 years with £222 10s paid in advance to incoming tenant; goodwill for only £50 above the amount of rent actually paid in advance. The above 72 acres is carrying 30/35 cows. Owner will exchange his equity for a larger dairy farm, either immediate delivery or 1st July, 1921.	[435, 100, 555, 261]
classified-ad	[818, 1233, 1102, 1281]
ad-sub: WANGANUI OR HAMILTON	[581, 1160, 664, 1168]
ad-sub: Land and General Commission Agents, Grand Central Buildings, Egmont Street, New Plymouth.	[187, 753, 294, 777]
ad-head: PUKEKOHE DISTRICT.	[578, 1148, 667, 1158]
ad-sub: LAND & COMMISSION AGENT, WAITARA. Box 47 ........... 'Phone 82.	[445, 1071, 545, 1088]
ad-head: HERE IS A CHANCE FOR A MAN WITH SMALL CAPITAL.	[183, 362, 297, 382]
classified-ad	[12, 64, 172, 102]
ad-head: TWO GOOD KING COUNTRY FARMS.	[311, 722, 424, 742]
classified-ad	[818, 64, 1102, 108]
ad-sub: CO., LTD. VICTORIA STREET (new buildings). HAMILTON	[877, 1065, 1043, 1073]
classified-ad	[12, 375, 172, 448]
classified-ad	[691, 865, 809, 913]
ad-sub: AUCTIONEER, LAND AND FINANCE AGENT, NEW PLYMOUTH.	[866, 420, 1054, 428]
ad-head: ONE OF THE BEST FARMS IN NORTH TARANAKI.	[20, 106, 164, 126]
ad-head: HAURAKI PLAINS.	[923, 1236, 996, 1246]
classified-ad	[181, 239, 299, 283]
ad-sub: 20 and 21, Waitemata Chambers, Custom Street West, Auckland. P.O. Box 484. 'Phone 1537.	[436, 713, 554, 737]
ad-head: OTOROHANGA, THE NEW GREAT DAIRYING CENTRE	[314, 596, 421, 616]
ad-body: 65 ACRES, south of Hawera; a real pearl of a place; carrying capacity 37 cows, 1 bull, 2 horses, and a few yearlings; modern house; cowshed, machines; good fencing; choice factory and school close handy. A snip at £120 per acre. £2000 cash. Good terms. See us at once.	[817, 148, 1102, 172]
ad-head: SHEEP FARMS.	[720, 182, 779, 192]
ad-head: ROBERT HOOD	[465, 701, 525, 711]
section-head: LAND FOR SALE.	[298, 48, 372, 57]
classified-ad	[181, 179, 299, 240]
classified-ad	[818, 1281, 1102, 1351]
classified-ad	[563, 646, 681, 775]
ad-sub: LAND & FINANCIAL AGENTS, 'Phone 518. HAWERA. P.O. Box 125.	[185, 929, 295, 945]
ad-body: 192 ACRES, freehold, chiefly rich drained swamp, all in grass with the exception of about 8 acres ready for plough and 12 acres lucerne. The front portion about 30 acres of the farm on which the buildings stand is slightly undulating and always nice and dry. School is 1 mile distant, railway 10 miles. A new road will reduce this to 6 miles also 1 hour by car from Hamilton. Cream carts collect. The buildings comprise an up-to-date house of 7 living rooms, bath room, scullery, washhouse with copper and tubs, hot and cold water, telephone and all possible conveniences. There is a tennis lawn in front and the situation is ideal. Cowshed has 8 bails with engine room and 3-cow milking plant installed (Hayes concreted). Motor shed, trap shed and piggery. This farm will milk 60 cows now and will go 80 to 90 later on. The stock at present on property are 48 milking cows, 28 yearlings, 1 horse and 6 pigs. These, together with a spring cart and harness, also a single buggy and harness, go as a going concern. This is the cheapest property in the Waikato to-day. The owner is very unfortunate in being compelled to sell through ill-health. PRICE £61 PER ACRE. CASH £2500.	[817, 904, 1102, 1001]
ad-body: This is not in the Waikato, but North of Auckland, where the climate is ideal, and where the factory is paying out 2s 1d to suppliers now. 376 ACRES, freehold, nearly all limestone formation, practically all ploughable; 300 acres in grass; has carried 100 dry sheep and cattle. No top-dressing has been done on this country. Grows excellent crops, and is well adapted for dairying. The present owner has had it for many years, and has always farmed sheep on it. Good road frontage, and the farm could be easily cut into 2 or 3. School adjoining, creamery 2 miles, railway station five miles. Buildings are first-class. About half a mile of bad road, but money is available for metalling it this summer. PRICE £20 10s per acre, £3000 cash. If you want a first hand place, at a very low price, you can't beat this.	[690, 665, 809, 826]
ad-bighead: REPATRIATION:	[12, 716, 173, 736]
ad-head: G. H. BUCKERIDGE.	[53, 511, 131, 521]
ad-bighead: FOR SALE	[572, 354, 673, 374]
ad-body: 60 ACRES, freehold, all in grass, all flat, and all has been ploughed; subdivided into 9 paddocks; well watered; very few weeds. Within few chains of factory and school, store and post office and on good road. Good dwelling of 7 rooms, 7-bail cowshed and outhouses, hayshed and calfshed. PRICE £70 per acre. Terms: £1500 cash and balance arranged.	[817, 293, 1102, 325]
classified-ad	[12, 706, 172, 907]
ad-body: WE HAVE SUCCEEDED IN OUR BUSINESS because we look after, and attend to our business. If others did the same, we feel sure they would not need to worry about open competition Rail us your cream.	[12, 975, 173, 1007]
classified-ad	[181, 322, 299, 358]
ad-head: EBERLET AND MORGAN,	[191, 287, 290, 297]
ad-bighead: FOR SALE	[317, 75, 418, 94]
ad-body: 324 ACRES, flat to undulating, all in grass and crop; will milk 120 cows. Owner is milking 88 and is supplying dried milk factory (the GLAXO factory), this means a return of £3000 for butter-fat taking the low average of £25 per cow. Property is beautifully situated just off the main Hinuera Valley road, only 5 miles from Matamata and 1½ miles from Hinuera Valley railway station. Homestead comprises a 7-roomed house, all conveniences; stable, machine shed and all necessary outbuildings. Price for quick sale only £50 per acre; every animal thrown in. This is an exceptionally good buy and should be inspected as soon as possible. Price £40 per acre; £6000 cash. This property is a good large farm which we have no hesitation in recommending. The present owner has owned this property for a number of years and would make any reasonable arrangement in regard to terms.	[690, 917, 809, 1095]
ad-boldlogo: N.Z. LOAN AND MERCANTILE AGENCY	[865, 583, 1055, 661]
column-4	[432, 64, 559, 1548]
ad-body: 180 ACRES, south of Hawera; good dairying country; close to cheese factory and school; about 3 miles from railway station and sale-yards; modern 6-roomed bungalow, with hot and cold water, porcelain bath, etc.; carrying capacity 60 cows, horses, etc. Price only £34 per acre. A genuine dairying bargain. You could graze this country and make good money.	[817, 68, 1102, 100]
ad-price: £20 10s. PER ACRE	[707, 616, 793, 651]
classified-ad	[308, 235, 426, 296]
ad-head: FAIRBROTHER & PICKERING,	[33, 68, 151, 77]
classified-ad	[308, 296, 426, 338]
classified-ad	[308, 592, 426, 719]
ad-head: A SACRIFICE.	[595, 172, 650, 182]
ad-head: A GOING CONCERN, SITUATED BELL BLOCK.	[871, 229, 1049, 239]
ad-sub: LAND & STOCK AGENTS, DEVON STREET, NEW PLYMOUTH (Opposite the Bank of Australasia)	[20, 80, 164, 96]
ad-sub: King Street ........... PUKEKOHE Auckland	[566, 902, 679, 910]
ad-head: CHEAP HOMES	[210, 522, 270, 531]
classified-ad	[691, 179, 809, 268]
ad-sub: Bottley's Buildings, Victoria Street. 'Phone Office 777 ........... Private 357	[694, 891, 806, 907]
classified-ad	[563, 968, 681, 1145]
classified-ad	[691, 268, 809, 330]
ad-sub: LAND AND FINANCIAL AGENTS, REGENT STREET, HAWERA.	[445, 882, 545, 898]
classified-ad	[436, 867, 554, 905]
